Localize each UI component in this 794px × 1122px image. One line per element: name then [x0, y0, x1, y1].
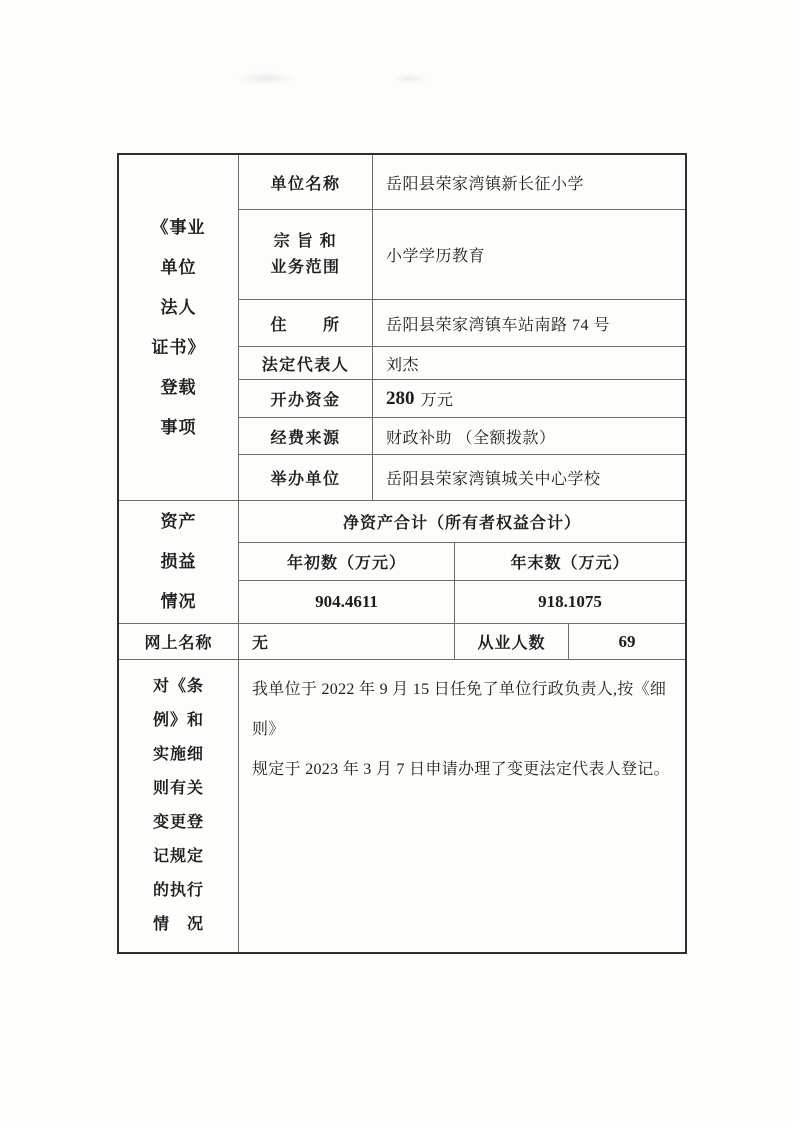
capital-amount: 280 [386, 387, 415, 409]
table-row-opening-capital [239, 380, 685, 418]
registration-items-table [117, 153, 687, 954]
field-label: 经费来源 [239, 418, 373, 454]
field-label: 举办单位 [239, 455, 373, 500]
field-value: 岳阳县荣家湾镇新长征小学 [386, 175, 585, 193]
field-label: 开办资金 [239, 380, 373, 417]
capital-unit: 万元 [420, 392, 454, 409]
field-label-line: 业务范围 [270, 258, 341, 276]
field-value: 岳阳县荣家湾镇车站南路 74 号 [386, 316, 611, 334]
vertical-header-line: 实施细 [152, 746, 204, 763]
vertical-header-line: 损益 [160, 552, 197, 571]
table-row-legal-representative [239, 347, 685, 380]
field-value: 小学学历教育 [386, 248, 486, 265]
vertical-header-line: 变更登 [152, 814, 204, 831]
vertical-header-line: 情况 [160, 592, 197, 611]
vertical-header-line: 单位 [160, 257, 197, 277]
staff-count-value: 69 [618, 631, 636, 651]
field-label: 住 所 [239, 300, 373, 346]
table-row-funding-source [239, 418, 685, 455]
vertical-header-line: 记规定 [152, 848, 204, 865]
table-row-sponsor-unit [239, 455, 685, 500]
compliance-section-header [119, 660, 239, 952]
field-label-line: 宗 旨 和 [273, 232, 338, 250]
compliance-text-line: 规定于 2023 年 3 月 7 日申请办理了变更法定代表人登记。 [252, 761, 670, 778]
online-name-row [119, 624, 685, 660]
assets-column-headers [239, 543, 685, 581]
field-label: 法定代表人 [239, 347, 373, 379]
year-end-header: 年末数（万元） [510, 555, 630, 572]
field-value [373, 380, 685, 417]
vertical-header-line: 则有关 [152, 780, 204, 797]
vertical-header-line: 例》和 [152, 712, 204, 729]
vertical-header-line: 情 况 [152, 916, 204, 933]
certificate-rows [239, 155, 685, 500]
certificate-section-header [119, 155, 239, 500]
field-value: 刘杰 [386, 356, 420, 374]
scan-smudge [393, 74, 427, 83]
vertical-header-line: 登载 [160, 377, 197, 397]
vertical-header-line: 的执行 [152, 882, 204, 899]
assets-main [239, 501, 685, 623]
net-assets-total-label: 净资产合计（所有者权益合计） [239, 501, 685, 543]
year-begin-value: 904.4611 [239, 581, 455, 623]
assets-section-header [119, 501, 239, 623]
online-name-value: 无 [239, 624, 455, 659]
field-value: 财政补助 （全额拨款） [386, 429, 556, 447]
field-value: 岳阳县荣家湾镇城关中心学校 [386, 471, 601, 488]
vertical-header-line: 事项 [160, 417, 197, 437]
assets-section [119, 501, 685, 624]
vertical-header-line: 资产 [160, 512, 197, 531]
compliance-text-line: 我单位于 2022 年 9 月 15 日任免了单位行政负责人,按《细则》 [252, 681, 667, 738]
vertical-header-line: 对《条 [152, 678, 204, 695]
assets-values-row [239, 581, 685, 623]
vertical-header-line: 《事业 [151, 217, 206, 237]
table-row-purpose-scope [239, 210, 685, 300]
compliance-statement [239, 660, 685, 952]
scan-smudge [236, 72, 296, 84]
staff-count-label: 从业人数 [455, 624, 569, 659]
field-label [239, 210, 373, 299]
field-label: 单位名称 [239, 155, 373, 209]
compliance-section [119, 660, 685, 952]
vertical-header-line: 法人 [160, 297, 197, 317]
vertical-header-line: 证书》 [151, 337, 206, 357]
table-row-address [239, 300, 685, 347]
online-name-label: 网上名称 [119, 624, 239, 659]
year-begin-header: 年初数（万元） [239, 543, 455, 580]
table-row-unit-name [239, 155, 685, 210]
certificate-section [119, 155, 685, 501]
year-end-value: 918.1075 [538, 592, 602, 611]
